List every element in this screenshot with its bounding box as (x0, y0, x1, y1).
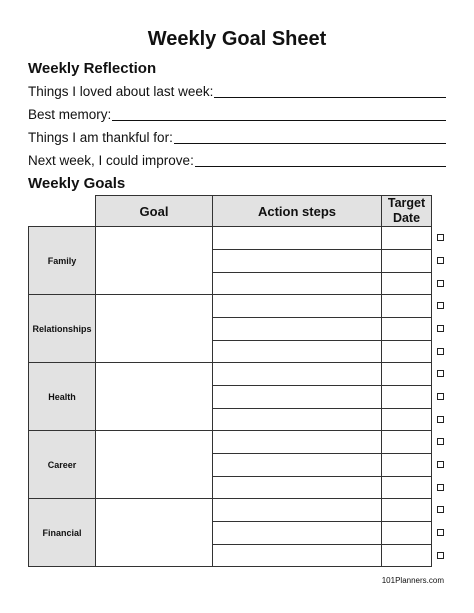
write-line[interactable] (195, 155, 446, 167)
target-date-cell[interactable] (381, 453, 432, 477)
target-date-cell[interactable] (381, 430, 432, 454)
action-step-cell[interactable] (212, 317, 382, 341)
checkbox-icon[interactable] (437, 280, 444, 287)
action-step-cell[interactable] (212, 226, 382, 250)
checkbox-icon[interactable] (437, 484, 444, 491)
reflection-line-thankful[interactable] (28, 128, 446, 146)
action-step-cell[interactable] (212, 294, 382, 318)
reflection-line-loved[interactable] (28, 82, 446, 100)
checkbox-icon[interactable] (437, 325, 444, 332)
goal-cell[interactable] (95, 498, 213, 567)
goal-cell[interactable] (95, 430, 213, 499)
checkbox-icon[interactable] (437, 438, 444, 445)
reflection-label: Things I loved about last week: (28, 84, 214, 99)
reflection-line-memory[interactable] (28, 105, 446, 123)
category-label: Health (28, 362, 96, 431)
write-line[interactable] (112, 109, 446, 121)
target-date-cell[interactable] (381, 249, 432, 273)
footer-brand: 101Planners.com (381, 576, 444, 585)
reflection-label: Things I am thankful for: (28, 130, 173, 145)
write-line[interactable] (174, 132, 446, 144)
target-date-cell[interactable] (381, 476, 432, 499)
checkbox-icon[interactable] (437, 370, 444, 377)
target-date-cell[interactable] (381, 521, 432, 545)
action-step-cell[interactable] (212, 340, 382, 363)
target-date-cell[interactable] (381, 317, 432, 341)
action-step-cell[interactable] (212, 544, 382, 567)
reflection-label: Next week, I could improve: (28, 153, 194, 168)
action-step-cell[interactable] (212, 249, 382, 273)
category-label: Career (28, 430, 96, 499)
target-date-column-header: Target Date (381, 195, 432, 227)
action-step-cell[interactable] (212, 430, 382, 454)
target-date-cell[interactable] (381, 498, 432, 522)
reflection-label: Best memory: (28, 107, 112, 122)
goal-cell[interactable] (95, 294, 213, 363)
action-step-cell[interactable] (212, 453, 382, 477)
checkbox-icon[interactable] (437, 461, 444, 468)
checkbox-icon[interactable] (437, 234, 444, 241)
checkbox-icon[interactable] (437, 393, 444, 400)
goal-column-header: Goal (95, 195, 213, 227)
goals-table (28, 195, 432, 567)
checkbox-icon[interactable] (437, 257, 444, 264)
target-date-cell[interactable] (381, 272, 432, 295)
category-label: Family (28, 226, 96, 295)
checkbox-icon[interactable] (437, 416, 444, 423)
page-title: Weekly Goal Sheet (147, 28, 327, 50)
target-date-cell[interactable] (381, 340, 432, 363)
target-date-cell[interactable] (381, 385, 432, 409)
category-label: Relationships (28, 294, 96, 363)
goals-heading: Weekly Goals (28, 175, 126, 192)
target-date-cell[interactable] (381, 408, 432, 431)
checkbox-icon[interactable] (437, 506, 444, 513)
checkbox-icon[interactable] (437, 529, 444, 536)
checkbox-icon[interactable] (437, 552, 444, 559)
action-step-cell[interactable] (212, 476, 382, 499)
action-step-cell[interactable] (212, 385, 382, 409)
reflection-heading: Weekly Reflection (28, 60, 157, 77)
action-step-cell[interactable] (212, 362, 382, 386)
target-date-cell[interactable] (381, 226, 432, 250)
target-date-cell[interactable] (381, 362, 432, 386)
target-date-cell[interactable] (381, 294, 432, 318)
action-step-cell[interactable] (212, 498, 382, 522)
checkbox-icon[interactable] (437, 302, 444, 309)
action-steps-column-header: Action steps (212, 195, 382, 227)
action-step-cell[interactable] (212, 408, 382, 431)
action-step-cell[interactable] (212, 521, 382, 545)
checkbox-icon[interactable] (437, 348, 444, 355)
goal-cell[interactable] (95, 226, 213, 295)
action-step-cell[interactable] (212, 272, 382, 295)
category-label: Financial (28, 498, 96, 567)
target-date-cell[interactable] (381, 544, 432, 567)
reflection-line-improve[interactable] (28, 151, 446, 169)
goal-cell[interactable] (95, 362, 213, 431)
write-line[interactable] (214, 86, 446, 98)
